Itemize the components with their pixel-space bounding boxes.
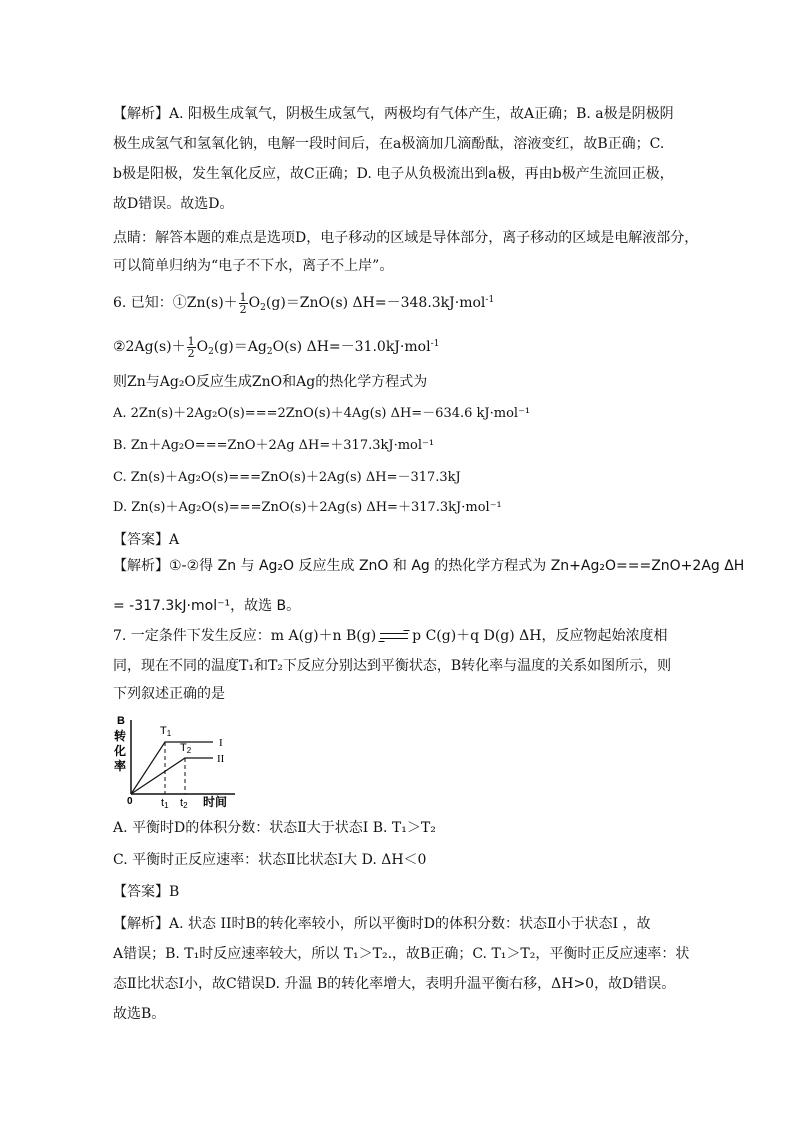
- t2-curve-label: T2: [180, 742, 192, 755]
- q7-analysis: 故选B。: [113, 1006, 166, 1022]
- origin-label: 0: [127, 796, 133, 807]
- analysis-line: 【解析】A. 阳极生成氧气，阴极生成氢气，两极均有气体产生，故A正确；B. a极是阴极阴: [113, 106, 674, 122]
- q6-question: 则Zn与Ag₂O反应生成ZnO和Ag的热化学方程式为: [113, 374, 428, 390]
- x-tick-t2: t2: [180, 797, 188, 810]
- fraction-half: $\frac{1}{2}$: [187, 334, 195, 360]
- q7-stem: 下列叙述正确的是: [113, 686, 225, 702]
- y-axis-label: 率: [114, 759, 127, 773]
- tip-line: 可以简单归纳为“电子不下水，离子不上岸”。: [113, 258, 394, 274]
- line-ii-label: II: [217, 753, 225, 765]
- q7-stem: 同，现在不同的温度T₁和T₂下反应分别达到平衡状态，B转化率与温度的关系如图所示，则: [113, 658, 672, 674]
- q7-stem: 7. 一定条件下发生反应：m A(g)＋n B(g) p C(g)＋q D(g) ΔH，反应物起始浓度相: [113, 628, 668, 644]
- y-axis-label: B: [117, 715, 125, 727]
- q7-options-cd: C. 平衡时正反应速率：状态Ⅱ比状态Ⅰ大 D. ΔH＜0: [113, 852, 427, 868]
- conversion-time-graph: [113, 712, 243, 810]
- q6-option-c: C. Zn(s)＋Ag₂O(s)===ZnO(s)＋2Ag(s) ΔH=－317.3kJ: [113, 470, 461, 485]
- x-tick-t1: t1: [161, 797, 169, 810]
- y-axis-label: 化: [114, 744, 127, 758]
- q7-analysis: 态Ⅱ比状态Ⅰ小，故C错误D. 升温 B的转化率增大，表明升温平衡右移，ΔH>0，故D错误。: [113, 976, 676, 992]
- q6-option-b: B. Zn＋Ag₂O===ZnO＋2Ag ΔH=＋317.3kJ·mol⁻¹: [113, 438, 435, 453]
- fraction-half: $\frac{1}{2}$: [239, 290, 247, 316]
- q6-analysis: = -317.3kJ·mol⁻¹，故选 B。: [113, 598, 301, 614]
- tip-line: 点睛：解答本题的难点是选项D，电子移动的区域是导体部分，离子移动的区域是电解液部分，: [113, 230, 699, 246]
- q6-option-d: D. Zn(s)＋Ag₂O(s)===ZnO(s)＋2Ag(s) ΔH=＋317.3kJ·mol⁻¹: [113, 500, 502, 515]
- q7-answer: 【答案】B: [113, 884, 180, 900]
- q6-equation-2: ②2Ag(s)＋ $\frac{1}{2}$ $O_2(g)=Ag_2O(s)$ ΔH=－31.0kJ·mol$^{-1}$: [113, 334, 440, 360]
- analysis-line: 极生成氢气和氢氧化钠，电解一段时间后，在a极滴加几滴酚酞，溶液变红，故B正确；C.: [113, 136, 665, 152]
- q6-equation-1: 6. 已知：①Zn(s)＋ $\frac{1}{2}$ $O_2(g)=ZnO(s)$ ΔH=－348.3kJ·mol$^{-1}$: [113, 290, 495, 316]
- t1-curve-label: T1: [160, 725, 172, 738]
- x-axis-label: 时间: [203, 795, 228, 809]
- q7-analysis: A错误；B. T₁时反应速率较大，所以 T₁＞T₂.，故B正确；C. T₁＞T₂，平衡时正反应速率：状: [113, 946, 690, 962]
- q7-options-ab: A. 平衡时D的体积分数：状态Ⅱ大于状态Ⅰ B. T₁＞T₂: [113, 820, 436, 836]
- q6-analysis: 【解析】①-②得 Zn 与 Ag₂O 反应生成 ZnO 和 Ag 的热化学方程式为 Zn+Ag₂O===ZnO+2Ag ΔH: [113, 558, 745, 574]
- q7-analysis: 【解析】A. 状态 II时B的转化率较小，所以平衡时D的体积分数：状态Ⅱ小于状态Ⅰ ，故: [113, 916, 651, 932]
- analysis-line: 故D错误。故选D。: [113, 196, 234, 212]
- q6-option-a: A. 2Zn(s)＋2Ag₂O(s)===2ZnO(s)＋4Ag(s) ΔH=－634.6 kJ·mol⁻¹: [113, 406, 531, 421]
- y-axis-label: 转: [114, 729, 127, 743]
- q6-answer: 【答案】A: [113, 532, 180, 548]
- analysis-line: b极是阳极，发生氧化反应，故C正确；D. 电子从负极流出到a极，再由b极产生流回正极，: [113, 166, 674, 182]
- equilibrium-arrow-icon: [380, 630, 408, 642]
- line-i-label: I: [219, 737, 223, 749]
